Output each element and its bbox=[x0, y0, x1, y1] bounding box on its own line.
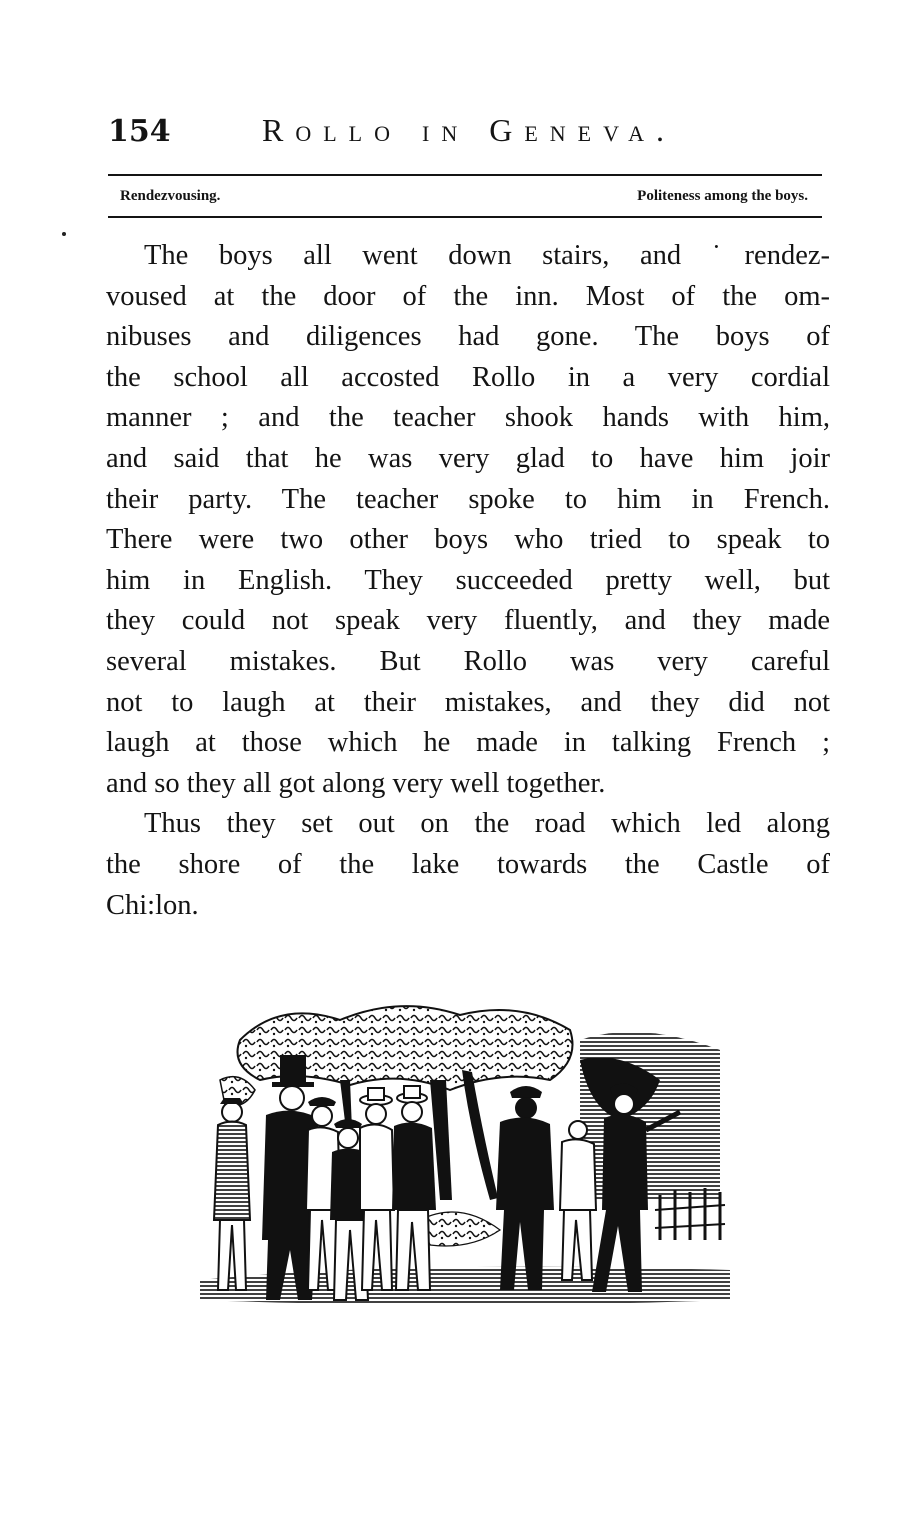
text-line: laugh at those which he made in talking French ; bbox=[106, 727, 830, 759]
text-line: The boys all went down stairs, and ˙rendez- bbox=[144, 240, 830, 271]
text-line: they could not speak very fluently, and they made bbox=[106, 605, 830, 637]
text-line: voused at the door of the inn. Most of the om- bbox=[106, 280, 830, 312]
text-line: Thus they set out on the road which led along bbox=[144, 808, 830, 840]
text-line: nibuses and diligences had gone. The boys of bbox=[106, 321, 830, 353]
text-line: their party. The teacher spoke to him in French. bbox=[106, 483, 830, 515]
text-line: not to laugh at their mistakes, and they did not bbox=[106, 686, 830, 718]
text-line: There were two other boys who tried to speak to bbox=[106, 524, 830, 556]
text-line: him in English. They succeeded pretty well, but bbox=[106, 564, 830, 596]
figure-boy-straw-hat bbox=[360, 1088, 394, 1290]
figure-boy-backpack bbox=[496, 1086, 554, 1290]
header-rule-top bbox=[108, 174, 822, 176]
figure-boy-far-left bbox=[214, 1098, 250, 1290]
subhead-left: Rendezvousing. bbox=[120, 188, 221, 204]
running-title: Rollo in Geneva. bbox=[262, 112, 677, 148]
text-line: and said that he was very glad to have him joir bbox=[106, 442, 830, 474]
woodcut-illustration bbox=[200, 1000, 730, 1310]
subhead-right: Politeness among the boys. bbox=[637, 188, 808, 204]
header-rule-bottom bbox=[108, 216, 822, 218]
text-line: the school all accosted Rollo in a very cordial bbox=[106, 361, 830, 393]
text-line: the shore of the lake towards the Castle of bbox=[106, 848, 830, 880]
page-speck bbox=[62, 232, 66, 236]
background-hill bbox=[580, 1032, 720, 1200]
figure-boy-center bbox=[392, 1086, 436, 1290]
page-number: 154 bbox=[108, 114, 171, 149]
text-line: several mistakes. But Rollo was very careful bbox=[106, 645, 830, 677]
body-text bbox=[106, 236, 830, 926]
text-line: manner ; and the teacher shook hands with him, bbox=[106, 402, 830, 434]
text-line: Chi:lon. bbox=[106, 889, 199, 921]
figure-boy-right-small bbox=[560, 1121, 596, 1280]
text-line: and so they all got along very well together. bbox=[106, 767, 606, 799]
